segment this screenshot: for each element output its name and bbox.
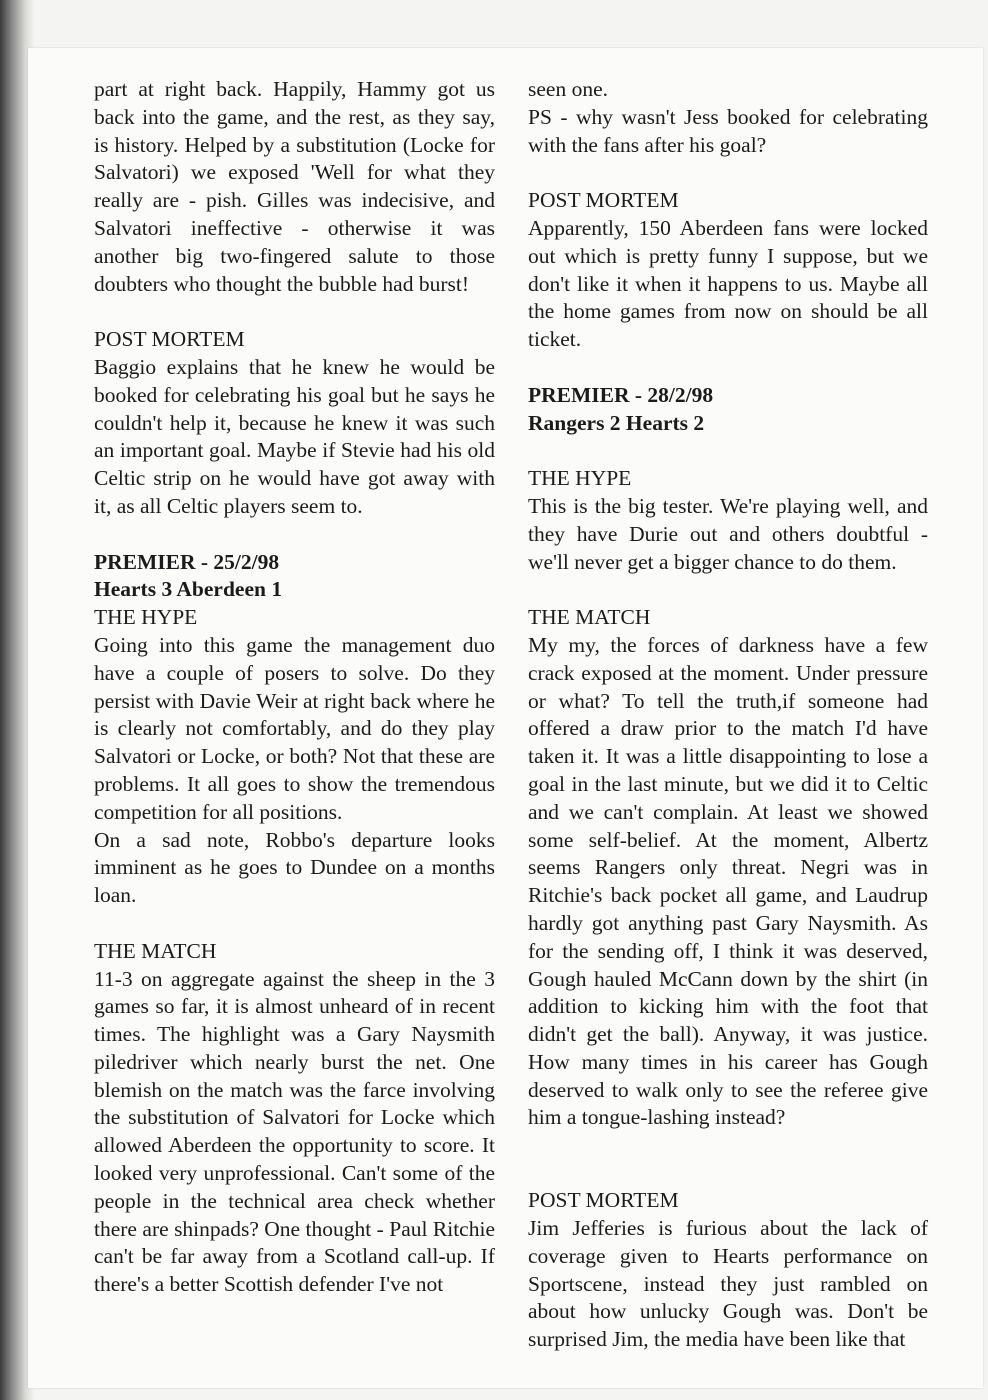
section-heading-match: THE MATCH — [94, 938, 217, 963]
paragraph: PS - why wasn't Jess booked for celebrating with the fans after his goal? — [528, 104, 928, 157]
right-column — [528, 76, 928, 1354]
paragraph: Apparently, 150 Aberdeen fans were locked out which is pretty funny I suppose, but we don't like it when it happens to us. Maybe all the home games from now on should be all ticket. — [528, 215, 928, 352]
section-heading-post-mortem: POST MORTEM — [528, 188, 679, 213]
section-heading-hype: THE HYPE — [94, 605, 198, 630]
paragraph: Going into this game the management duo have a couple of posers to solve. Do they persist with Davie Weir at right back where he is clearly not comfortably, and do they play Salvatori or Locke, or both? Not that these are problems. It all goes to show the tremendous competition for all positions. — [94, 632, 495, 824]
section-heading-hype: THE HYPE — [528, 466, 632, 491]
paragraph: This is the big tester. We're playing well, and they have Durie out and others doubtful - we'll never get a bigger chance to do them. — [528, 493, 928, 574]
paragraph: seen one. — [528, 77, 608, 101]
section-heading-post-mortem: POST MORTEM — [528, 1188, 679, 1213]
match-title: PREMIER - 28/2/98 — [528, 382, 714, 407]
section-heading-post-mortem: POST MORTEM — [94, 327, 245, 352]
paragraph: My my, the forces of darkness have a few crack exposed at the moment. Under pressure or what? To tell the truth,if someone had offered a draw prior to the match I'd have taken it. It was a little disappointing to lose a goal in the last minute, but we did it to Celtic and we can't complain. At least we showed some self-belief. At the moment, Albertz seems Rangers only threat. Negri was in Ritchie's back pocket all game, and Laudrup hardly got anything past Gary Naysmith. As for the sending off, I think it was deserved, Gough hauled McCann down by the shirt (in addition to kicking him with the foot that didn't get the ball). Anyway, it was justice. How many times in his career has Gough deserved to walk only to see the referee give him a tongue-lashing instead? — [528, 632, 928, 1130]
match-score: Rangers 2 Hearts 2 — [528, 410, 705, 435]
section-heading-match: THE MATCH — [528, 605, 651, 630]
paragraph: Jim Jefferies is furious about the lack of coverage given to Hearts performance on Sportscene, instead they just rambled on about how unlucky Gough was. Don't be surprised Jim, the media have been like that — [528, 1216, 928, 1352]
paragraph: Baggio explains that he knew he would be booked for celebrating his goal but he says he couldn't help it, because he knew it was such an important goal. Maybe if Stevie had his old Celtic strip on he would have got away with it, as all Celtic players seem to. — [94, 354, 495, 518]
paragraph: On a sad note, Robbo's departure looks imminent as he goes to Dundee on a months loan. — [94, 827, 495, 908]
match-title: PREMIER - 25/2/98 — [94, 549, 280, 574]
paragraph: 11-3 on aggregate against the sheep in the 3 games so far, it is almost unheard of in recent times. The highlight was a Gary Naysmith piledriver which nearly burst the net. One blemish on the match was the farce involving the substitution of Salvatori for Locke which allowed Aberdeen the opportunity to score. It looked very unprofessional. Can't some of the people in the technical area check whether there are shinpads? One thought - Paul Ritchie can't be far away from a Scotland call-up. If there's a better Scottish defender I've not — [94, 966, 495, 1297]
match-score: Hearts 3 Aberdeen 1 — [94, 577, 283, 602]
left-column — [94, 76, 495, 1299]
paragraph: part at right back. Happily, Hammy got us back into the game, and the rest, as they say, is history. Helped by a substitution (Locke for Salvatori) we exposed 'Well for what they really are - pish. Gilles was indecisive, and Salvatori ineffective - otherwise it was another big two-fingered salute to those doubters who thought the bubble had burst! — [94, 77, 495, 296]
